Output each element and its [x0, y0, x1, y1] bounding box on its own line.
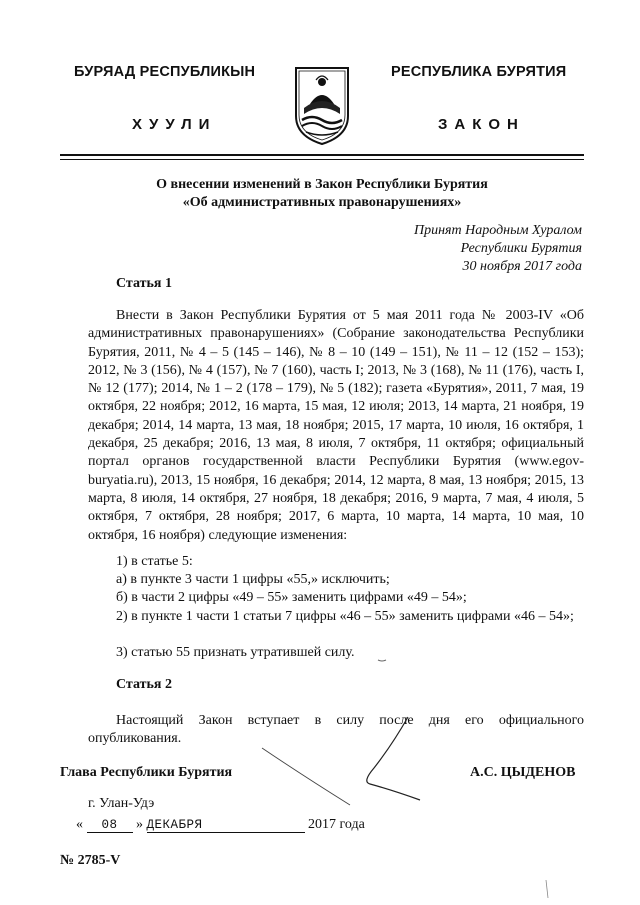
- article1-item: 1) в статье 5:: [116, 554, 193, 569]
- city: г. Улан-Удэ: [88, 796, 155, 811]
- date-open-quote: «: [76, 817, 83, 832]
- adoption-note: [282, 222, 582, 276]
- article2-heading: Статья 2: [116, 677, 172, 692]
- signature-name: А.С. ЦЫДЕНОВ: [470, 765, 576, 780]
- article1-heading: Статья 1: [116, 276, 172, 291]
- signature-position: Глава Республики Бурятия: [60, 765, 233, 780]
- header-left-republic: БУРЯАД РЕСПУБЛИКЫН: [74, 64, 256, 80]
- article1-text: Внести в Закон Республики Бурятия от 5 мая 2011 года № 2003-IV «Об административных правонарушениях» (Собрание законодательства Республики Бурятия, 2011, № 4 – 5 (145 – 146), № 8 – 10 (149 – 151), № 11 – 12 (152 – 153); 2012, № 3 (156), № 4 (157), № 7 (160), часть I; 2013, № 3 (168), № 11 (176), часть I, № 12 (177); 2014, № 1 – 2 (178 – 179), № 5 (182); газета «Бурятия», 2011, 7 мая, 19 октября, 22 ноября; 2012, 16 марта, 15 мая, 12 июля; 2013, 14 марта, 21 ноября, 19 декабря; 2014, 14 марта, 13 мая, 18 ноября; 2015, 17 марта, 10 июля, 16 октября, 1 декабря, 25 декабря; 2016, 13 мая, 8 июля, 7 октября, 11 октября; официальный портал органов государственной власти Республики Бурятия (www.egov-buryatia.ru), 2013, 15 ноября, 16 декабря; 2014, 12 марта, 8 мая, 13 ноября; 2015, 13 марта, 8 июля, 14 октября, 27 ноября, 18 декабря; 2016, 9 марта, 7 мая, 4 июля, 5 октября, 7 октября, 28 ноября; 2017, 6 марта, 10 марта, 14 марта, 10 мая, 10 октября, 16 ноября) следующие изменения:: [88, 308, 584, 543]
- date-month: ДЕКАБРЯ: [146, 818, 203, 832]
- header-rule-thin: [60, 159, 584, 160]
- coat-of-arms-icon: [292, 64, 352, 146]
- article1-item: а) в пункте 3 части 1 цифры «55,» исключить;: [116, 572, 390, 587]
- article2-paragraph: [88, 712, 584, 749]
- header-left-doc-type: ХУУЛИ: [132, 116, 217, 133]
- header-right-doc-type: ЗАКОН: [438, 116, 525, 133]
- adoption-line2: Республики Бурятия: [460, 241, 582, 256]
- article1-paragraph: [88, 307, 584, 545]
- law-title-line2: «Об административных правонарушениях»: [182, 195, 462, 210]
- header-rule-thick: [60, 154, 584, 156]
- article1-item: 3) статью 55 признать утратившей силу.: [116, 645, 355, 660]
- law-title-line1: О внесении изменений в Закон Республики Бурятия: [156, 177, 488, 192]
- adoption-line3: 30 ноября 2017 года: [462, 259, 582, 274]
- adoption-line1: Принят Народным Хуралом: [413, 223, 582, 238]
- date-close-quote: »: [136, 817, 143, 832]
- article1-item: 2) в пункте 1 части 1 статьи 7 цифры «46 – 55» заменить цифрами «46 – 54»;: [116, 609, 574, 624]
- law-number: № 2785-V: [60, 853, 121, 868]
- date-day: 08: [87, 818, 133, 833]
- article1-item-block: [88, 608, 584, 626]
- article2-text: Настоящий Закон вступает в силу после дня его официального опубликования.: [88, 713, 584, 747]
- date-year: 2017 года: [308, 817, 365, 832]
- signing-date: [76, 817, 365, 833]
- header-right-republic: РЕСПУБЛИКА БУРЯТИЯ: [391, 64, 567, 80]
- article1-item: б) в части 2 цифры «49 – 55» заменить цифрами «49 – 54»;: [116, 590, 467, 605]
